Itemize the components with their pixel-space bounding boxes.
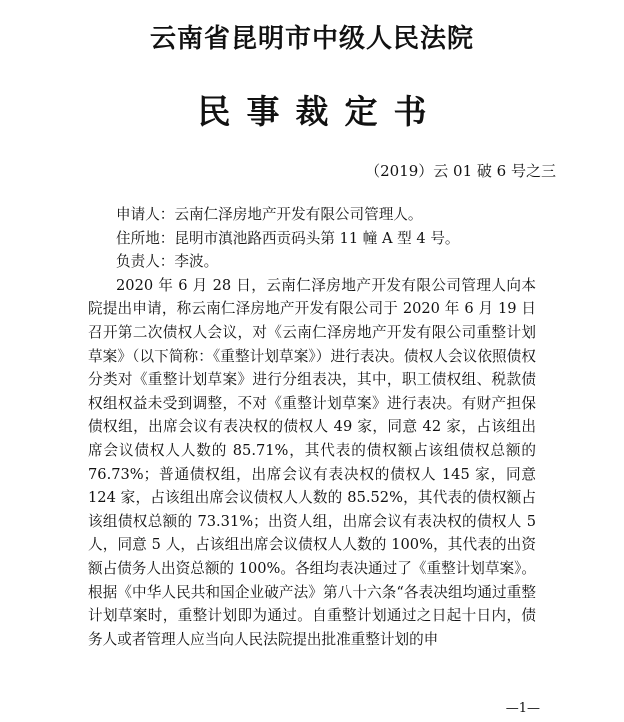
court-name: 云南省昆明市中级人民法院	[149, 24, 474, 54]
page-number: —1—	[505, 701, 540, 716]
responsible-person-line: 负责人：李波。	[116, 253, 219, 271]
applicant-line: 申请人：云南仁泽房地产开发有限公司管理人。	[116, 206, 423, 223]
case-number: （2019）云 01 破 6 号之三	[365, 162, 556, 180]
address-line: 住所地：昆明市滇池路西贡码头第 11 幢 A 型 4 号。	[116, 229, 460, 247]
body-paragraph: 2020 年 6 月 28 日，云南仁泽房地产开发有限公司管理人向本院提出申请，称云南仁泽房地产开发有限公司于 2020 年 6 月 19 日召开第二次债权人会议，对《云南仁泽房地产开发有限公司重整计划草案》（以下简称：《重整计划草案》）进行表决。债权人会议依照债权分类对《重整计划草案》进行分组表决，其中，职工债权组、税款债权组权益未受到调整，不对《重整计划草案》进行表决。有财产担保债权组，出席会议有表决权的债权人 49 家，同意 42 家，占该组出席会议债权人人数的 85.71%，其代表的债权额占该组债权总额的 76.73%；普通债权组，出席会议有表决权的债权人 145 家，同意 124 家，占该组出席会议债权人人数的 85.52%，其代表的债权额占该组债权总额的 73.31%；出资人组，出席会议有表决权的债权人 5 人，同意 5 人，占该组出席会议债权人人数的 100%，其代表的出资额占债务人出资总额的 100%。各组均表决通过了《重整计划草案》。根据《中华人民共和国企业破产法》第八十六条“各表决组均通过重整计划草案时，重整计划即为通过。自重整计划通过之日起十日内，债务人或者管理人应当向人民法院提出批准重整计划的申	[88, 276, 536, 648]
document-title: 民事裁定书	[197, 92, 443, 131]
document-body	[88, 203, 536, 651]
